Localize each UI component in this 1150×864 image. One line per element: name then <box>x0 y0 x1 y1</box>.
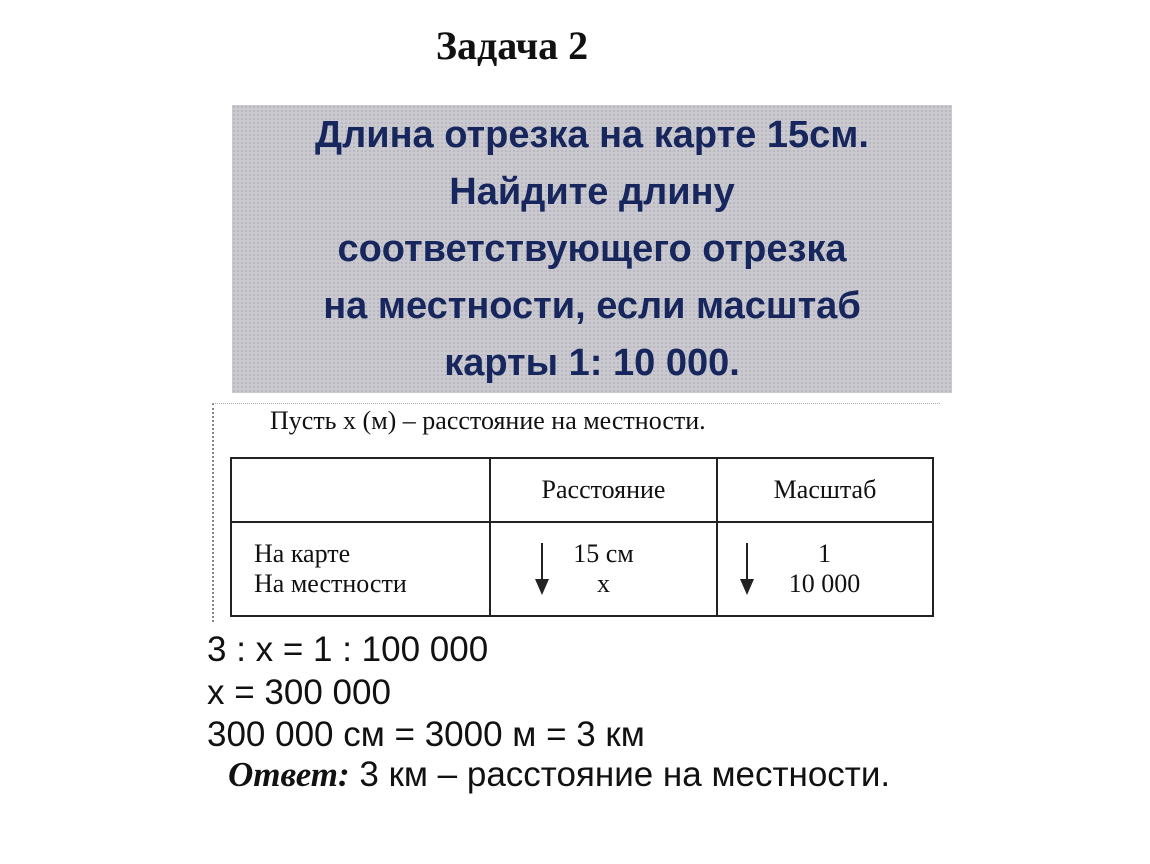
solution-scan <box>212 403 940 622</box>
proportion-table <box>230 457 934 617</box>
calc-line-proportion: 3 : x = 1 : 100 000 <box>207 630 489 669</box>
problem-statement-box <box>232 105 952 393</box>
scale-map-value: 1 <box>818 539 831 568</box>
problem-line: на местности, если масштаб <box>323 284 861 327</box>
problem-line: Длина отрезка на карте 15см. <box>315 113 869 156</box>
problem-line: соответствующего отрезка <box>337 227 847 270</box>
row-label-terrain: На местности <box>254 569 407 598</box>
answer-text: 3 км – расстояние на местности. <box>349 755 891 794</box>
table-header-distance: Расстояние <box>490 458 717 522</box>
distance-cell <box>490 522 717 616</box>
table-header-scale: Масштаб <box>717 458 933 522</box>
problem-line: Найдите длину <box>449 170 735 213</box>
distance-map-value: 15 см <box>573 539 634 568</box>
scale-terrain-value: 10 000 <box>788 569 861 598</box>
row-label-map: На карте <box>254 539 351 568</box>
let-statement: Пусть x (м) – расстояние на местности. <box>270 406 706 435</box>
table-header-empty <box>231 458 490 522</box>
table-row <box>231 522 933 616</box>
calc-line-conversion: 300 000 см = 3000 м = 3 км <box>207 715 645 754</box>
scale-cell <box>717 522 933 616</box>
row-labels-cell <box>231 522 490 616</box>
calc-line-x: x = 300 000 <box>207 673 391 712</box>
answer-line <box>228 755 890 795</box>
table-header-row <box>231 458 933 522</box>
problem-line: карты 1: 10 000. <box>444 341 740 384</box>
page-title: Задача 2 <box>435 23 589 68</box>
down-arrow-icon <box>541 543 543 593</box>
down-arrow-icon <box>746 543 748 593</box>
distance-terrain-value: x <box>597 569 610 598</box>
answer-label: Ответ: <box>228 755 350 794</box>
